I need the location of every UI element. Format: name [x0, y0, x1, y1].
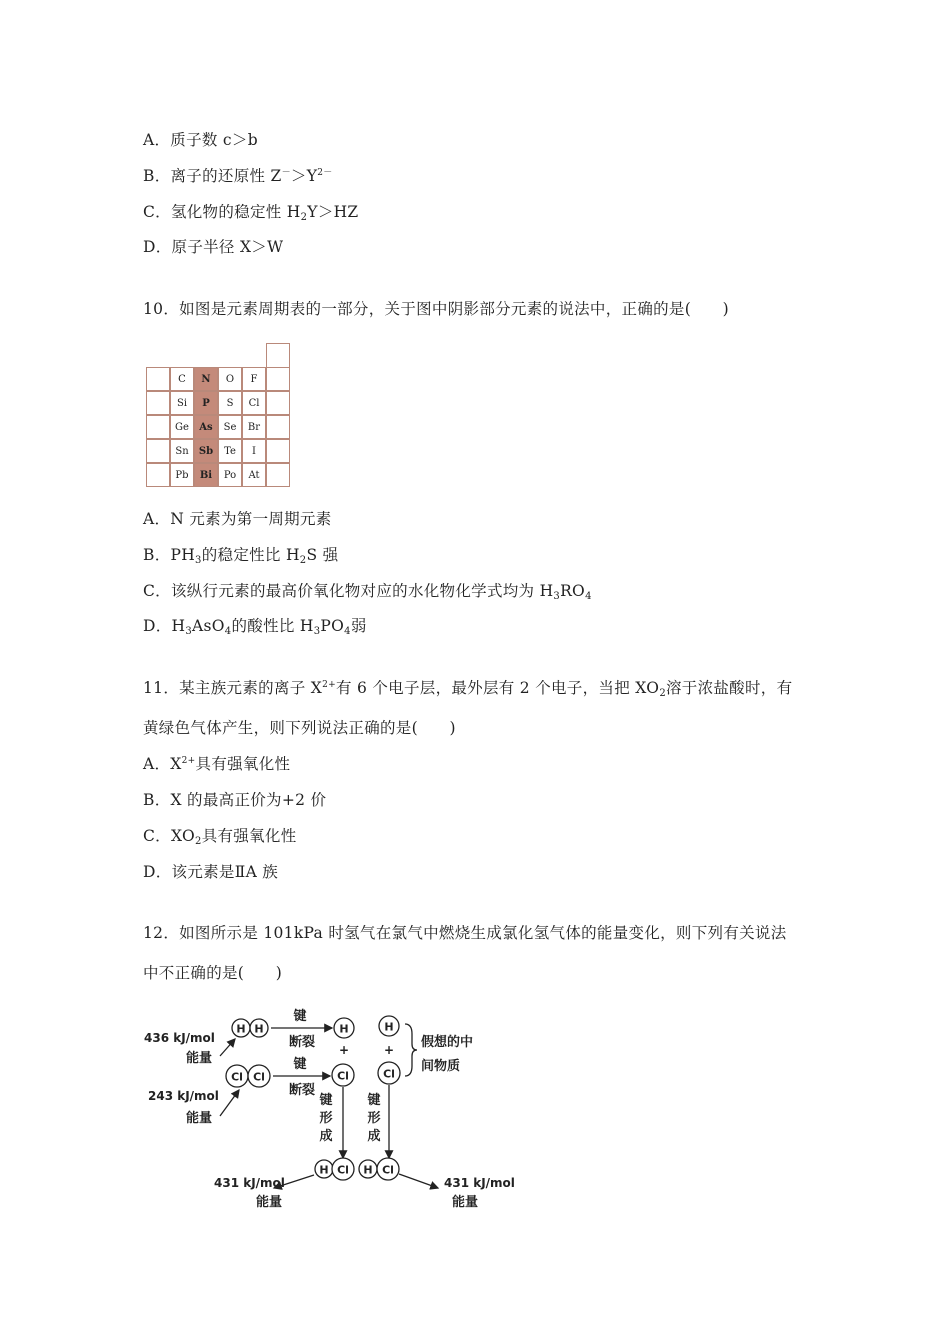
element-at: At — [242, 463, 266, 487]
q11-option-b: B．X 的最高正价为+2 价 — [143, 791, 327, 809]
brace — [405, 1024, 417, 1076]
q12-stem-line1: 12．如图所示是 101kPa 时氢气在氯气中燃烧生成氯化氢气体的能量变化，则下列有关说法 — [143, 924, 787, 942]
cl-atom-label: Cl — [253, 1070, 265, 1084]
h-atom-label: H — [236, 1022, 246, 1036]
cl-atom-label: Cl — [231, 1070, 243, 1084]
form-label: 形 — [367, 1111, 381, 1126]
plus-sign: + — [383, 1043, 395, 1057]
element-i: I — [242, 439, 266, 463]
q11-stem-line1: 11．某主族元素的离子 $X^{2+}$有 6 个电子层，最外层有 2 个电子，当把 $XO_2$溶于浓盐酸时，有 — [143, 679, 793, 699]
table-empty-cell — [146, 463, 170, 487]
h-atom-label: H — [339, 1022, 349, 1036]
energy-arrow — [399, 1174, 438, 1188]
q11-stem-line2: 黄绿色气体产生，则下列说法正确的是( ) — [143, 719, 456, 737]
energy-label: 能量 — [452, 1195, 479, 1210]
cl-atom-label: Cl — [337, 1069, 349, 1083]
q10-option-b: B．$PH_3$的稳定性比 $H_2S$ 强 — [143, 546, 339, 566]
element-pb: Pb — [170, 463, 194, 487]
element-bi: Bi — [194, 463, 218, 487]
element-o: O — [218, 367, 242, 391]
cl2-energy-value: 243 kJ/mol — [148, 1089, 219, 1103]
q11-option-d: D．该元素是ⅡA 族 — [143, 863, 279, 881]
h2-energy-value: 436 kJ/mol — [144, 1031, 215, 1045]
hcl-energy-right: 431 kJ/mol — [444, 1176, 515, 1190]
energy-arrow — [220, 1090, 239, 1116]
energy-arrow — [220, 1039, 235, 1056]
plus-sign: + — [338, 1043, 350, 1057]
element-cl: Cl — [242, 391, 266, 415]
q9-option-c: C．氢化物的稳定性 $H_2Y>HZ$ — [143, 203, 359, 223]
element-f: F — [242, 367, 266, 391]
cl-atom-label: Cl — [382, 1163, 394, 1177]
break-label: 断裂 — [288, 1035, 316, 1050]
q10-option-c: C．该纵行元素的最高价氧化物对应的水化物化学式均为 $H_3RO_4$ — [143, 582, 592, 602]
h-atom-label: H — [384, 1020, 394, 1034]
q9-option-d: D．原子半径 X＞W — [143, 238, 284, 256]
bond-label: 键 — [293, 1057, 307, 1072]
table-empty-cell — [146, 367, 170, 391]
h-atom-label: H — [363, 1163, 373, 1177]
cl-atom-label: Cl — [337, 1163, 349, 1177]
bond-energy-diagram — [140, 1000, 540, 1220]
q12-stem-line2: 中不正确的是( ) — [143, 964, 283, 982]
h-atom-label: H — [319, 1163, 329, 1177]
table-empty-cell — [266, 439, 290, 463]
table-empty-cell — [146, 439, 170, 463]
q9-option-b: B．离子的还原性 $Z^->Y^{2-}$ — [143, 167, 333, 185]
element-te: Te — [218, 439, 242, 463]
periodic-table-fragment — [146, 343, 292, 491]
element-sn: Sn — [170, 439, 194, 463]
hypothetical-label: 间物质 — [421, 1059, 461, 1074]
element-n: N — [194, 367, 218, 391]
form-label: 形 — [319, 1111, 333, 1126]
element-p: P — [194, 391, 218, 415]
bond-label: 键 — [293, 1009, 307, 1024]
energy-label: 能量 — [256, 1195, 283, 1210]
element-br: Br — [242, 415, 266, 439]
element-si: Si — [170, 391, 194, 415]
form-label: 成 — [319, 1129, 333, 1144]
element-as: As — [194, 415, 218, 439]
hcl-energy-left: 431 kJ/mol — [214, 1176, 285, 1190]
q9-option-a: A．质子数 c＞b — [143, 131, 258, 149]
element-sb: Sb — [194, 439, 218, 463]
q10-option-d: D．$H_3AsO_4$的酸性比 $H_3PO_4$弱 — [143, 617, 367, 637]
table-empty-cell — [146, 391, 170, 415]
energy-label: 能量 — [186, 1111, 213, 1126]
energy-label: 能量 — [186, 1051, 213, 1066]
table-empty-cell — [146, 415, 170, 439]
q11-option-a: A．$X^{2+}$具有强氧化性 — [143, 755, 291, 773]
q11-option-c: C．$XO_2$具有强氧化性 — [143, 827, 297, 847]
form-label: 键 — [367, 1093, 381, 1108]
table-empty-cell — [266, 415, 290, 439]
table-empty-cell — [266, 463, 290, 487]
form-label: 键 — [319, 1093, 333, 1108]
element-se: Se — [218, 415, 242, 439]
element-ge: Ge — [170, 415, 194, 439]
q10-option-a: A．N 元素为第一周期元素 — [143, 510, 332, 528]
break-label: 断裂 — [288, 1083, 316, 1098]
hypothetical-label: 假想的中 — [421, 1035, 474, 1050]
element-po: Po — [218, 463, 242, 487]
table-empty-cell — [266, 391, 290, 415]
h-atom-label: H — [254, 1022, 264, 1036]
form-label: 成 — [367, 1129, 381, 1144]
cl-atom-label: Cl — [383, 1067, 395, 1081]
table-empty-cell — [266, 367, 290, 391]
table-empty-cell — [266, 343, 290, 370]
q10-stem: 10．如图是元素周期表的一部分，关于图中阴影部分元素的说法中，正确的是( ) — [143, 300, 730, 318]
element-s: S — [218, 391, 242, 415]
element-c: C — [170, 367, 194, 391]
